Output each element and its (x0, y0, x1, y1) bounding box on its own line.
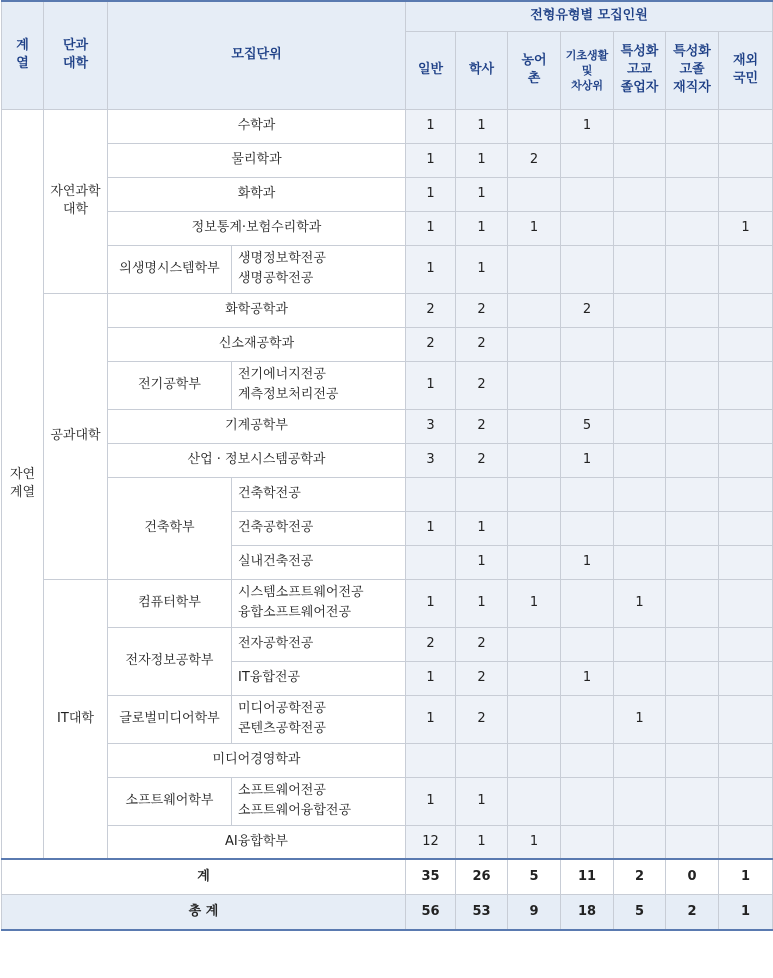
header-unit: 모집단위 (108, 1, 406, 109)
unit-cell: 산업 · 정보시스템공학과 (108, 443, 406, 477)
value-cell (666, 177, 719, 211)
value-cell (666, 409, 719, 443)
value-cell (561, 579, 614, 627)
major-cell: 건축학전공 (232, 477, 406, 511)
value-cell (508, 477, 561, 511)
value-cell (561, 143, 614, 177)
value-cell (561, 327, 614, 361)
value-cell: 2 (508, 143, 561, 177)
table-row (2, 409, 773, 443)
value-cell (666, 477, 719, 511)
value-cell: 2 (456, 695, 508, 743)
value-cell: 1 (456, 211, 508, 245)
value-cell (666, 627, 719, 661)
value-cell (719, 409, 773, 443)
dept-cell: 글로벌미디어학부 (108, 695, 232, 743)
value-cell: 1 (456, 143, 508, 177)
header-col-overseas: 재외 국민 (719, 31, 773, 109)
value-cell: 1 (561, 109, 614, 143)
grand-total-value: 2 (666, 895, 719, 931)
value-cell: 2 (406, 293, 456, 327)
major-cell: 시스템소프트웨어전공 융합소프트웨어전공 (232, 579, 406, 627)
value-cell: 2 (561, 293, 614, 327)
value-cell: 2 (456, 661, 508, 695)
value-cell (614, 777, 666, 825)
value-cell (614, 477, 666, 511)
value-cell (508, 661, 561, 695)
table-row (2, 361, 773, 409)
value-cell (666, 777, 719, 825)
table-row (2, 293, 773, 327)
value-cell (666, 579, 719, 627)
grand-total-value: 56 (406, 895, 456, 931)
value-cell (719, 511, 773, 545)
value-cell: 1 (456, 825, 508, 859)
value-cell: 2 (456, 361, 508, 409)
value-cell (614, 211, 666, 245)
value-cell: 2 (456, 409, 508, 443)
value-cell (719, 777, 773, 825)
major-cell: 소프트웨어전공 소프트웨어융합전공 (232, 777, 406, 825)
value-cell: 1 (508, 211, 561, 245)
value-cell (719, 143, 773, 177)
unit-cell: 화학과 (108, 177, 406, 211)
value-cell (666, 327, 719, 361)
subtotal-value: 35 (406, 859, 456, 895)
value-cell (614, 293, 666, 327)
major-cell: 전자공학전공 (232, 627, 406, 661)
subtotal-value: 1 (719, 859, 773, 895)
value-cell (508, 327, 561, 361)
value-cell (666, 511, 719, 545)
grand-total-value: 5 (614, 895, 666, 931)
value-cell: 3 (406, 409, 456, 443)
header-col-vocational-grad: 특성화 고교 졸업자 (614, 31, 666, 109)
value-cell (719, 245, 773, 293)
admission-quota-table (1, 0, 773, 931)
unit-cell: 신소재공학과 (108, 327, 406, 361)
value-cell (508, 695, 561, 743)
header-group: 전형유형별 모집인원 (406, 1, 773, 31)
dept-cell: 소프트웨어학부 (108, 777, 232, 825)
major-cell: IT융합전공 (232, 661, 406, 695)
value-cell (456, 477, 508, 511)
table-row (2, 443, 773, 477)
dept-cell: 전기공학부 (108, 361, 232, 409)
header-college: 단과 대학 (44, 1, 108, 109)
value-cell: 1 (614, 695, 666, 743)
subtotal-row (2, 859, 773, 895)
value-cell: 2 (456, 327, 508, 361)
value-cell (561, 743, 614, 777)
value-cell (719, 627, 773, 661)
value-cell: 1 (406, 695, 456, 743)
value-cell (508, 409, 561, 443)
value-cell: 1 (406, 177, 456, 211)
value-cell (719, 695, 773, 743)
subtotal-value: 26 (456, 859, 508, 895)
value-cell (666, 661, 719, 695)
value-cell: 1 (719, 211, 773, 245)
value-cell (719, 109, 773, 143)
value-cell: 2 (456, 627, 508, 661)
header-col-bachelor: 학사 (456, 31, 508, 109)
value-cell: 2 (406, 627, 456, 661)
value-cell: 1 (406, 361, 456, 409)
value-cell: 1 (508, 825, 561, 859)
value-cell (666, 743, 719, 777)
value-cell (614, 361, 666, 409)
subtotal-value: 2 (614, 859, 666, 895)
value-cell (508, 627, 561, 661)
value-cell (561, 695, 614, 743)
value-cell (456, 743, 508, 777)
table-row (2, 211, 773, 245)
value-cell (666, 443, 719, 477)
value-cell (719, 477, 773, 511)
value-cell: 1 (456, 511, 508, 545)
table-row (2, 743, 773, 777)
table-row (2, 579, 773, 627)
dept-cell: 전자정보공학부 (108, 627, 232, 695)
value-cell: 5 (561, 409, 614, 443)
value-cell (561, 511, 614, 545)
value-cell: 1 (561, 443, 614, 477)
gyeyeol-cell: 자연 계열 (2, 109, 44, 859)
value-cell: 1 (456, 177, 508, 211)
unit-cell: 수학과 (108, 109, 406, 143)
value-cell: 1 (456, 545, 508, 579)
value-cell (614, 143, 666, 177)
value-cell (508, 545, 561, 579)
dept-cell: 의생명시스템학부 (108, 245, 232, 293)
value-cell (614, 109, 666, 143)
value-cell (508, 361, 561, 409)
major-cell: 건축공학전공 (232, 511, 406, 545)
grand-total-row (2, 895, 773, 931)
grand-total-value: 53 (456, 895, 508, 931)
value-cell: 2 (456, 443, 508, 477)
unit-cell: AI융합학부 (108, 825, 406, 859)
value-cell (614, 327, 666, 361)
value-cell (508, 109, 561, 143)
value-cell (614, 825, 666, 859)
table-header (2, 1, 773, 109)
table-row (2, 477, 773, 511)
value-cell (561, 627, 614, 661)
grand-total-value: 9 (508, 895, 561, 931)
header-col-lowincome: 기초생활 및 차상위 (561, 31, 614, 109)
value-cell (666, 293, 719, 327)
value-cell (508, 245, 561, 293)
college-it: IT대학 (44, 579, 108, 859)
major-cell: 생명정보학전공 생명공학전공 (232, 245, 406, 293)
value-cell (614, 245, 666, 293)
value-cell (666, 211, 719, 245)
value-cell (719, 327, 773, 361)
value-cell (508, 511, 561, 545)
value-cell (719, 293, 773, 327)
header-col-rural: 농어 촌 (508, 31, 561, 109)
subtotal-value: 11 (561, 859, 614, 895)
value-cell: 1 (406, 211, 456, 245)
subtotal-value: 0 (666, 859, 719, 895)
unit-cell: 정보통계·보험수리학과 (108, 211, 406, 245)
value-cell (406, 545, 456, 579)
unit-cell: 미디어경영학과 (108, 743, 406, 777)
value-cell (614, 443, 666, 477)
value-cell (719, 743, 773, 777)
value-cell: 1 (561, 545, 614, 579)
value-cell (561, 361, 614, 409)
college-natural: 자연과학 대학 (44, 109, 108, 293)
value-cell (561, 777, 614, 825)
major-cell: 실내건축전공 (232, 545, 406, 579)
value-cell (561, 825, 614, 859)
value-cell (719, 361, 773, 409)
value-cell (406, 477, 456, 511)
value-cell (719, 825, 773, 859)
value-cell: 1 (456, 579, 508, 627)
value-cell (666, 825, 719, 859)
value-cell: 1 (456, 777, 508, 825)
value-cell: 2 (406, 327, 456, 361)
value-cell: 1 (406, 109, 456, 143)
value-cell (666, 695, 719, 743)
unit-cell: 화학공학과 (108, 293, 406, 327)
value-cell (614, 743, 666, 777)
major-cell: 전기에너지전공 계측정보처리전공 (232, 361, 406, 409)
value-cell (666, 361, 719, 409)
value-cell: 1 (508, 579, 561, 627)
value-cell: 1 (456, 245, 508, 293)
value-cell (719, 579, 773, 627)
table-body (2, 109, 773, 930)
value-cell: 1 (406, 777, 456, 825)
value-cell: 1 (406, 579, 456, 627)
value-cell (508, 177, 561, 211)
value-cell: 2 (456, 293, 508, 327)
value-cell (614, 511, 666, 545)
value-cell (666, 109, 719, 143)
value-cell (666, 143, 719, 177)
college-engineering: 공과대학 (44, 293, 108, 579)
header-col-general: 일반 (406, 31, 456, 109)
value-cell (666, 545, 719, 579)
value-cell (614, 545, 666, 579)
table-row (2, 825, 773, 859)
value-cell: 1 (406, 245, 456, 293)
header-col-vocational-employed: 특성화 고졸 재직자 (666, 31, 719, 109)
table-row (2, 245, 773, 293)
dept-cell: 건축학부 (108, 477, 232, 579)
table-row (2, 109, 773, 143)
value-cell (508, 443, 561, 477)
grand-total-value: 18 (561, 895, 614, 931)
value-cell: 1 (561, 661, 614, 695)
value-cell (719, 177, 773, 211)
value-cell (719, 443, 773, 477)
value-cell (561, 245, 614, 293)
value-cell: 3 (406, 443, 456, 477)
table-row (2, 627, 773, 661)
subtotal-value: 5 (508, 859, 561, 895)
value-cell (406, 743, 456, 777)
header-gyeyeol: 계 열 (2, 1, 44, 109)
value-cell (508, 743, 561, 777)
value-cell (614, 627, 666, 661)
value-cell (614, 409, 666, 443)
table-row (2, 327, 773, 361)
value-cell (561, 177, 614, 211)
table-row (2, 777, 773, 825)
value-cell: 1 (406, 661, 456, 695)
value-cell (614, 177, 666, 211)
value-cell: 1 (406, 511, 456, 545)
value-cell: 1 (614, 579, 666, 627)
value-cell: 1 (456, 109, 508, 143)
grand-total-value: 1 (719, 895, 773, 931)
value-cell (561, 211, 614, 245)
table-row (2, 177, 773, 211)
value-cell (719, 661, 773, 695)
value-cell: 1 (406, 143, 456, 177)
table-row (2, 143, 773, 177)
value-cell (508, 777, 561, 825)
value-cell (666, 245, 719, 293)
dept-cell: 컴퓨터학부 (108, 579, 232, 627)
unit-cell: 물리학과 (108, 143, 406, 177)
value-cell (614, 661, 666, 695)
table-row (2, 695, 773, 743)
grand-total-label: 총 계 (2, 895, 406, 931)
value-cell (508, 293, 561, 327)
value-cell (561, 477, 614, 511)
unit-cell: 기계공학부 (108, 409, 406, 443)
major-cell: 미디어공학전공 콘텐츠공학전공 (232, 695, 406, 743)
subtotal-label: 계 (2, 859, 406, 895)
value-cell: 12 (406, 825, 456, 859)
value-cell (719, 545, 773, 579)
